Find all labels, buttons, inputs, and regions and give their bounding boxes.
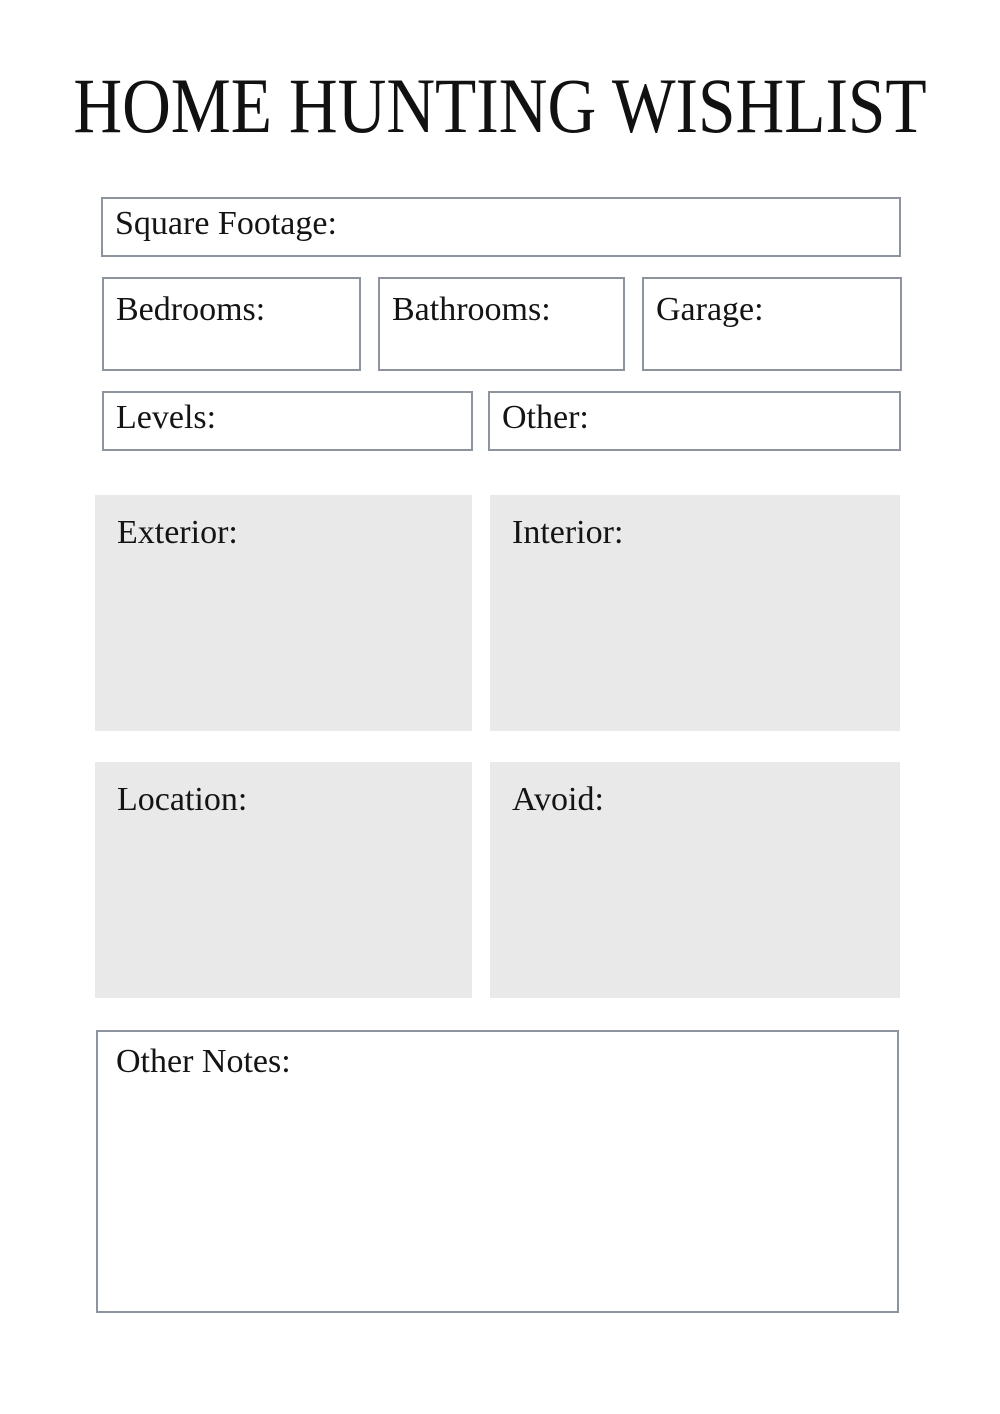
location-label: Location: <box>117 781 248 818</box>
exterior-label: Exterior: <box>117 514 238 551</box>
bathrooms-label: Bathrooms: <box>392 291 551 328</box>
square-footage-field[interactable] <box>101 197 901 257</box>
avoid-label: Avoid: <box>512 781 604 818</box>
bathrooms-field[interactable] <box>378 277 625 371</box>
bedrooms-label: Bedrooms: <box>116 291 266 328</box>
garage-label: Garage: <box>656 291 764 328</box>
levels-field[interactable] <box>102 391 473 451</box>
other-notes-field[interactable] <box>96 1030 899 1313</box>
interior-label: Interior: <box>512 514 624 551</box>
row-exterior-interior <box>95 495 1000 731</box>
bedrooms-field[interactable] <box>102 277 361 371</box>
levels-label: Levels: <box>116 399 217 436</box>
location-panel[interactable] <box>95 762 472 998</box>
row-location-avoid <box>95 762 1000 998</box>
other-label: Other: <box>502 399 589 436</box>
other-notes-label: Other Notes: <box>116 1043 291 1080</box>
row-bed-bath-garage <box>102 277 1000 371</box>
square-footage-label: Square Footage: <box>115 205 337 242</box>
page <box>0 62 1000 1414</box>
other-field[interactable] <box>488 391 901 451</box>
interior-panel[interactable] <box>490 495 900 731</box>
row-levels-other <box>102 391 1000 451</box>
exterior-panel[interactable] <box>95 495 472 731</box>
garage-field[interactable] <box>642 277 902 371</box>
page-title: HOME HUNTING WISHLIST <box>73 62 927 149</box>
avoid-panel[interactable] <box>490 762 900 998</box>
